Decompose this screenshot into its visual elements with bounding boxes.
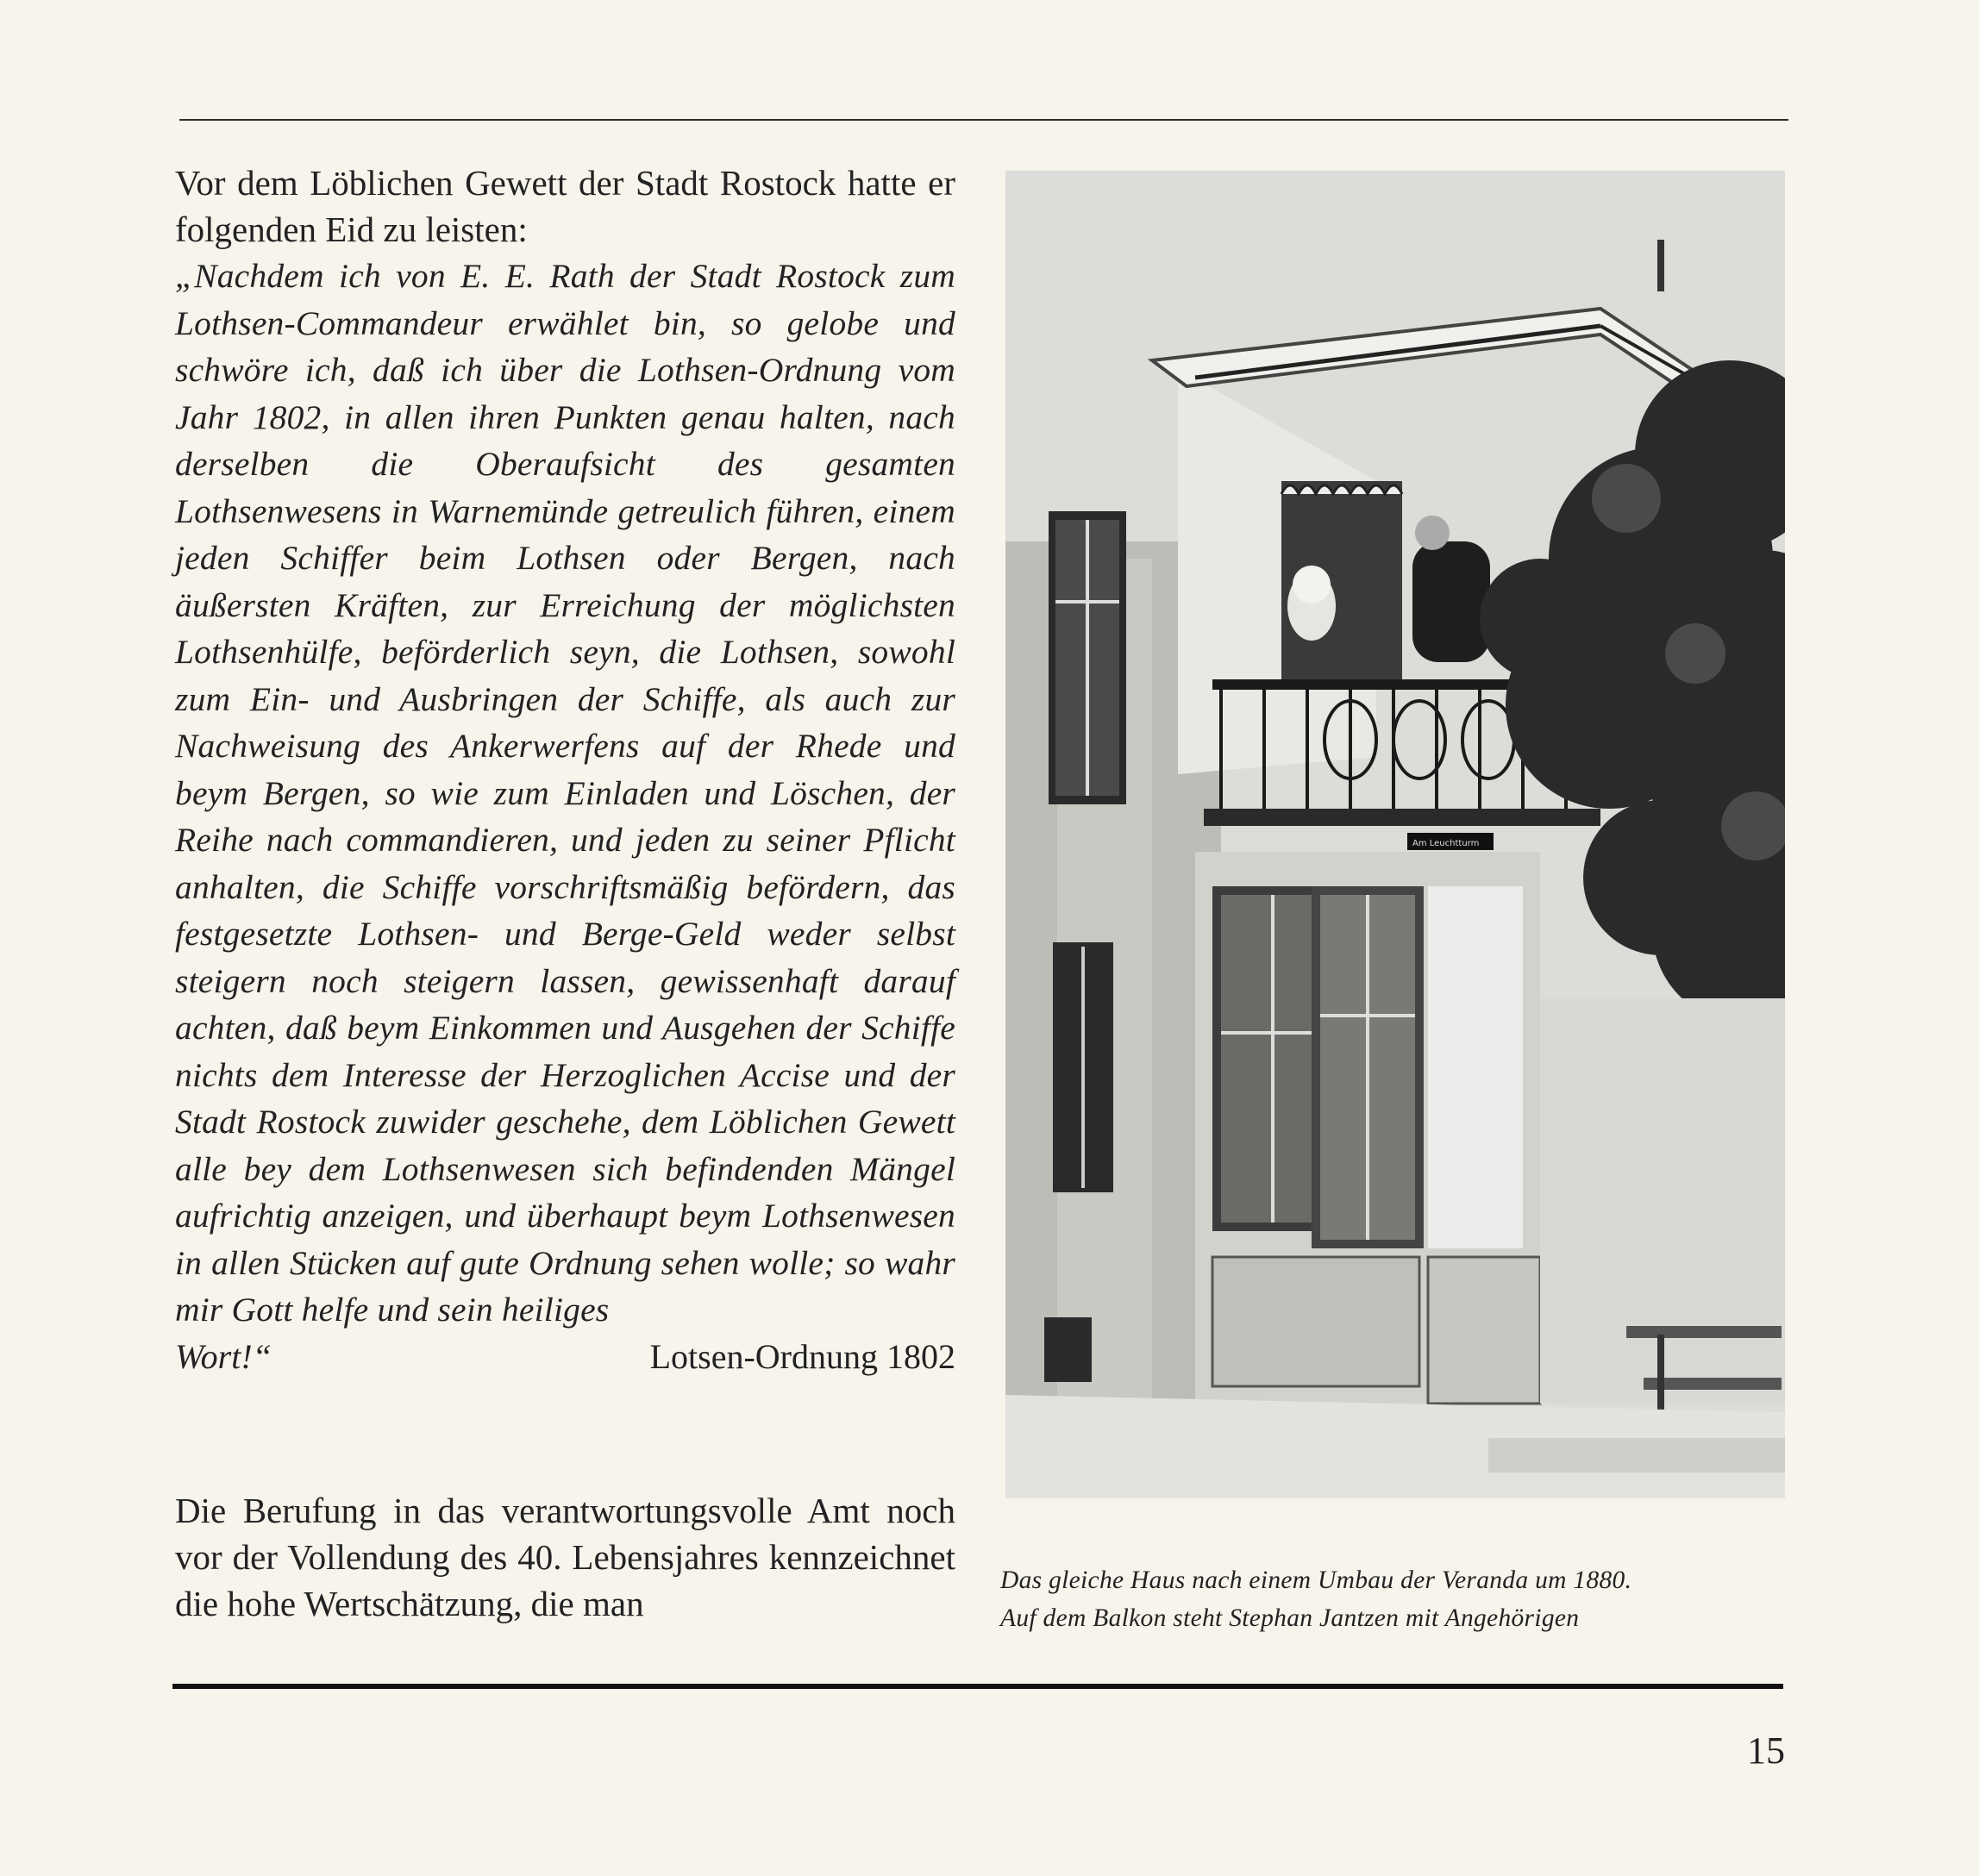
text-column bbox=[175, 159, 955, 1623]
oath-source-line bbox=[175, 1334, 955, 1380]
oath-end: Wort!“ bbox=[175, 1336, 272, 1376]
house-photo bbox=[1005, 171, 1785, 1498]
page-number: 15 bbox=[1747, 1729, 1785, 1772]
intro-paragraph: Vor dem Löblichen Gewett der Stadt Rostock hatte er folgenden Eid zu leisten: bbox=[175, 163, 955, 249]
caption-line-2: Auf dem Balkon steht Stephan Jantzen mit Angehörigen bbox=[1000, 1604, 1580, 1632]
oath-source: Lotsen-Ordnung 1802 bbox=[649, 1336, 955, 1376]
street-sign: Am Leuchtturm bbox=[1412, 839, 1480, 848]
oath-quote: „Nachdem ich von E. E. Rath der Stadt Rostock zum Lothsen-Commandeur erwählet bin, so gelobe und schwöre ich, daß ich über die Lothsen-Ordnung vom Jahr 1802, in allen ihren Punkten genau halten, nach derselben die Oberaufsicht des gesamten Lothsenwesens in Warnemünde getreulich führen, einem jeden Schiffer beim Lothsen oder Bergen, nach äußersten Kräften, zur Erreichung der möglichsten Lothsenhülfe, beförderlich seyn, die Lothsen, sowohl zum Ein- und Ausbringen der Schiffe, als auch zur Nachweisung des Ankerwerfens auf der Rhede und beym Bergen, so wie zum Einladen und Löschen, der Reihe nach commandieren, und jeden zu seiner Pflicht anhalten, die Schiffe vorschriftsmäßig befördern, das festgesetzte Lothsen- und Berge-Geld weder selbst steigern noch steigern lassen, gewissenhaft darauf achten, daß beym Einkommen und Ausgehen der Schiffe nichts dem Interesse der Herzoglichen Accise und der Stadt Rostock zuwider geschehe, dem Löblichen Gewett alle bey dem Lothsenwesen sich befindenden Mängel aufrichtig anzeigen, und überhaupt beym Lothsenwesen in allen Stücken auf gute Ordnung sehen wolle; so wahr mir Gott helfe und sein heiliges bbox=[175, 257, 955, 1329]
top-rule bbox=[179, 119, 1788, 121]
body-paragraph: Die Berufung in das verantwortungsvolle Amt noch vor der Vollendung des 40. Lebensjahres kennzeichnet die hohe Wertschätzung, die man bbox=[175, 1491, 955, 1623]
caption-line-1: Das gleiche Haus nach einem Umbau der Veranda um 1880. bbox=[1000, 1566, 1632, 1594]
photo-caption bbox=[1000, 1561, 1785, 1637]
bottom-rule bbox=[172, 1684, 1783, 1689]
